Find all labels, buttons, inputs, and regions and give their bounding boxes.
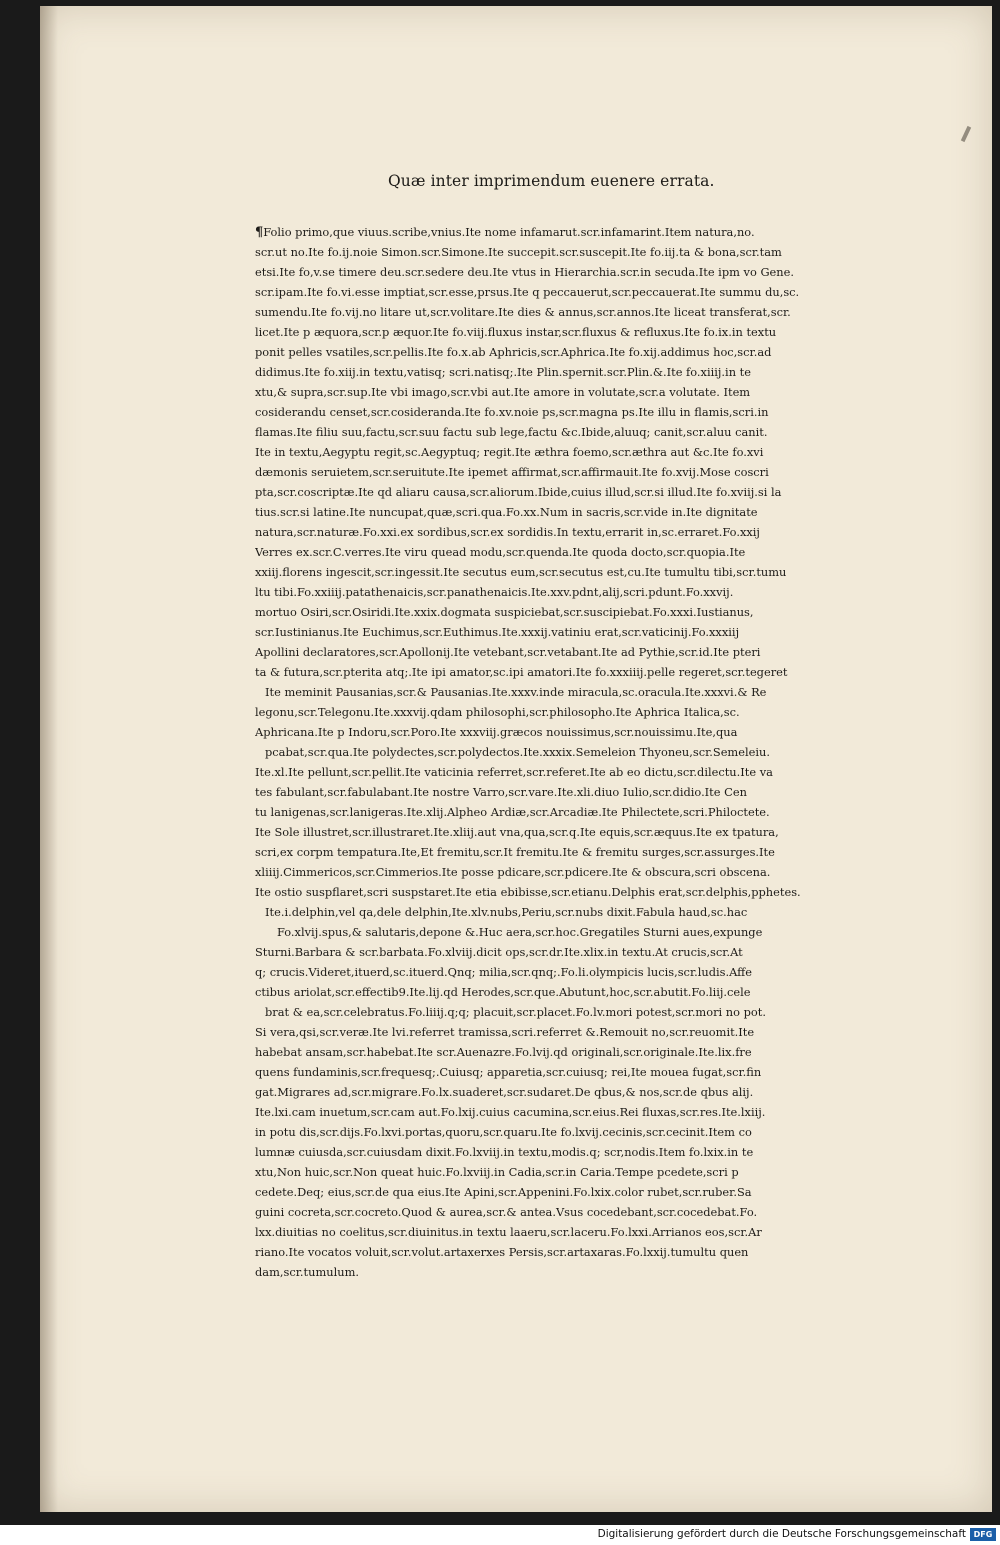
errata-line: guini cocreta,scr.cocreto.Quod & aurea,scr.& antea.Vsus cocedebant,scr.cocedebat.Fo. — [255, 1205, 758, 1219]
errata-line: dæmonis seruietem,scr.seruitute.Ite ipemet affirmat,scr.affirmauit.Ite fo.xvij.Mose coscri — [255, 465, 769, 479]
errata-line: xtu,& supra,scr.sup.Ite vbi imago,scr.vbi aut.Ite amore in volutate,scr.a volutate. Item — [255, 385, 751, 399]
errata-line: ltu tibi.Fo.xxiiij.patathenaicis,scr.panathenaicis.Ite.xxv.pdnt,alij,scri.pdunt.Fo.xxvij. — [255, 585, 734, 599]
errata-line: mortuo Osiri,scr.Osiridi.Ite.xxix.dogmata suspiciebat,scr.suscipiebat.Fo.xxxi.Iustianus, — [255, 605, 754, 619]
errata-line: Sturni.Barbara & scr.barbata.Fo.xlviij.dicit ops,scr.dr.Ite.xlix.in textu.At crucis,scr.At — [255, 945, 743, 959]
errata-line: ponit pelles vsatiles,scr.pellis.Ite fo.x.ab Aphricis,scr.Aphrica.Ite fo.xij.addimus hoc,scr.ad — [255, 345, 772, 359]
errata-line: cosiderandu censet,scr.cosideranda.Ite fo.xv.noie ps,scr.magna ps.Ite illu in flamis,scri.in — [255, 405, 769, 419]
dfg-logo: DFG — [970, 1528, 996, 1541]
errata-line: Aphricana.Ite p Indoru,scr.Poro.Ite xxxviij.græcos nouissimus,scr.nouissimu.Ite,qua — [255, 725, 738, 739]
errata-line: habebat ansam,scr.habebat.Ite scr.Auenazre.Fo.lvij.qd originali,scr.originale.Ite.lix.fre — [255, 1045, 752, 1059]
errata-line: legonu,scr.Telegonu.Ite.xxxvij.qdam philosophi,scr.philosopho.Ite Aphrica Italica,sc. — [255, 705, 740, 719]
funding-credit: Digitalisierung gefördert durch die Deutsche Forschungsgemeinschaft — [597, 1528, 966, 1540]
errata-line: Ite ostio suspflaret,scri suspstaret.Ite etia ebibisse,scr.etianu.Delphis erat,scr.delphis,pphetes. — [255, 885, 801, 899]
ink-mark — [961, 126, 971, 142]
errata-line: q; crucis.Videret,ituerd,sc.ituerd.Qnq; milia,scr.qnq;.Fo.li.olympicis lucis,scr.ludis.Affe — [255, 965, 752, 979]
errata-line: sumendu.Ite fo.vij.no litare ut,scr.volitare.Ite dies & annus,scr.annos.Ite liceat transferat,scr. — [255, 305, 791, 319]
errata-line: Verres ex.scr.C.verres.Ite viru quead modu,scr.quenda.Ite quoda docto,scr.quopia.Ite — [255, 545, 746, 559]
errata-line: cedete.Deq; eius,scr.de qua eius.Ite Apini,scr.Appenini.Fo.lxix.color rubet,scr.ruber.Sa — [255, 1185, 752, 1199]
errata-line: lxx.diuitias no coelitus,scr.diuinitus.in textu laaeru,scr.laceru.Fo.lxxi.Arrianos eos,scr.Ar — [255, 1225, 762, 1239]
errata-line: didimus.Ite fo.xiij.in textu,vatisq; scri.natisq;.Ite Plin.spernit.scr.Plin.&.Ite fo.xiiij.in te — [255, 365, 751, 379]
errata-line: lumnæ cuiusda,scr.cuiusdam dixit.Fo.lxviij.in textu,modis.q; scr,nodis.Item fo.lxix.in te — [255, 1145, 754, 1159]
errata-heading: Quæ inter imprimendum euenere errata. — [388, 172, 715, 190]
gutter-shadow — [40, 6, 58, 1512]
errata-line: pcabat,scr.qua.Ite polydectes,scr.polydectos.Ite.xxxix.Semeleion Thyoneu,scr.Semeleiu. — [265, 745, 770, 759]
errata-line: tius.scr.si latine.Ite nuncupat,quæ,scri.qua.Fo.xx.Num in sacris,scr.vide in.Ite dignitate — [255, 505, 758, 519]
footer-bar — [0, 1525, 1000, 1545]
errata-line: Ite in textu,Aegyptu regit,sc.Aegyptuq; regit.Ite æthra foemo,scr.æthra aut &c.Ite fo.xvi — [255, 445, 764, 459]
errata-line: Ite Sole illustret,scr.illustraret.Ite.xliij.aut vna,qua,scr.q.Ite equis,scr.æquus.Ite ex tpatura, — [255, 825, 779, 839]
errata-line: licet.Ite p æquora,scr.p æquor.Ite fo.viij.fluxus instar,scr.fluxus & refluxus.Ite fo.ix.in textu — [255, 325, 777, 339]
errata-line: quens fundaminis,scr.frequesq;.Cuiusq; apparetia,scr.cuiusq; rei,Ite mouea fugat,scr.fin — [255, 1065, 762, 1079]
errata-line: riano.Ite vocatos voluit,scr.volut.artaxerxes Persis,scr.artaxaras.Fo.lxxij.tumultu quen — [255, 1245, 749, 1259]
paragraph-mark-icon: ¶ — [255, 225, 264, 240]
errata-line: scri,ex corpm tempatura.Ite,Et fremitu,scr.It fremitu.Ite & fremitu surges,scr.assurges.Ite — [255, 845, 775, 859]
errata-line: Ite.i.delphin,vel qa,dele delphin,Ite.xlv.nubs,Periu,scr.nubs dixit.Fabula haud,sc.hac — [265, 905, 748, 919]
errata-line: in potu dis,scr.dijs.Fo.lxvi.portas,quoru,scr.quaru.Ite fo.lxvij.cecinis,scr.cecinit.Item co — [255, 1125, 752, 1139]
errata-line: scr.ut no.Ite fo.ij.noie Simon.scr.Simone.Ite succepit.scr.suscepit.Ite fo.iij.ta & bona,scr.tam — [255, 245, 782, 259]
errata-line: brat & ea,scr.celebratus.Fo.liiij.q;q; placuit,scr.placet.Fo.lv.mori potest,scr.mori no pot. — [265, 1005, 766, 1019]
errata-line: tes fabulant,scr.fabulabant.Ite nostre Varro,scr.vare.Ite.xli.diuo Iulio,scr.didio.Ite Cen — [255, 785, 747, 799]
errata-line: gat.Migrares ad,scr.migrare.Fo.lx.suaderet,scr.sudaret.De qbus,& nos,scr.de qbus alij. — [255, 1085, 754, 1099]
errata-line: scr.Iustinianus.Ite Euchimus,scr.Euthimus.Ite.xxxij.vatiniu erat,scr.vaticinij.Fo.xxxiij — [255, 625, 740, 639]
errata-line: xtu,Non huic,scr.Non queat huic.Fo.lxviij.in Cadia,scr.in Caria.Tempe pcedete,scri p — [255, 1165, 739, 1179]
errata-line: Si vera,qsi,scr.veræ.Ite lvi.referret tramissa,scri.referret &.Remouit no,scr.reuomit.Ite — [255, 1025, 755, 1039]
errata-line: ¶Folio primo,que viuus.scribe,vnius.Ite nome infamarut.scr.infamarint.Item natura,no. — [255, 225, 755, 240]
errata-line: scr.ipam.Ite fo.vi.esse imptiat,scr.esse,prsus.Ite q peccauerut,scr.peccauerat.Ite summu du,sc. — [255, 285, 800, 299]
errata-text-block — [255, 222, 945, 1282]
errata-line: dam,scr.tumulum. — [255, 1265, 359, 1279]
errata-line: Ite meminit Pausanias,scr.& Pausanias.Ite.xxxv.inde miracula,sc.oracula.Ite.xxxvi.& Re — [265, 685, 767, 699]
errata-line: xliiij.Cimmericos,scr.Cimmerios.Ite posse pdicare,scr.pdicere.Ite & obscura,scri obscena. — [255, 865, 771, 879]
errata-line: ctibus ariolat,scr.effectib9.Ite.lij.qd Herodes,scr.que.Abutunt,hoc,scr.abutit.Fo.liij.cele — [255, 985, 751, 999]
errata-line: natura,scr.naturæ.Fo.xxi.ex sordibus,scr.ex sordidis.In textu,errarit in,sc.erraret.Fo.xxij — [255, 525, 760, 539]
errata-line: Fo.xlvij.spus,& salutaris,depone &.Huc aera,scr.hoc.Gregatiles Sturni aues,expunge — [277, 925, 763, 939]
errata-line: flamas.Ite filiu suu,factu,scr.suu factu sub lege,factu &c.Ibide,aluuq; canit,scr.aluu canit. — [255, 425, 768, 439]
errata-line: tu lanigenas,scr.lanigeras.Ite.xlij.Alpheo Ardiæ,scr.Arcadiæ.Ite Philectete,scri.Philoctete. — [255, 805, 770, 819]
errata-line: Ite.xl.Ite pellunt,scr.pellit.Ite vaticinia referret,scr.referet.Ite ab eo dictu,scr.dilectu.Ite va — [255, 765, 773, 779]
errata-line: xxiij.florens ingescit,scr.ingessit.Ite secutus eum,scr.secutus est,cu.Ite tumultu tibi,scr.tumu — [255, 565, 787, 579]
errata-line: pta,scr.coscriptæ.Ite qd aliaru causa,scr.aliorum.Ibide,cuius illud,scr.si illud.Ite fo.xviij.si la — [255, 485, 782, 499]
errata-line: Ite.lxi.cam inuetum,scr.cam aut.Fo.lxij.cuius cacumina,scr.eius.Rei fluxas,scr.res.Ite.lxiij. — [255, 1105, 766, 1119]
errata-line: etsi.Ite fo,v.se timere deu.scr.sedere deu.Ite vtus in Hierarchia.scr.in secuda.Ite ipm vo Gene. — [255, 265, 794, 279]
errata-line: Apollini declaratores,scr.Apollonij.Ite vetebant,scr.vetabant.Ite ad Pythie,scr.id.Ite pteri — [255, 645, 761, 659]
errata-line: ta & futura,scr.pterita atq;.Ite ipi amator,sc.ipi amatori.Ite fo.xxxiiij.pelle regeret,scr.tegeret — [255, 665, 788, 679]
